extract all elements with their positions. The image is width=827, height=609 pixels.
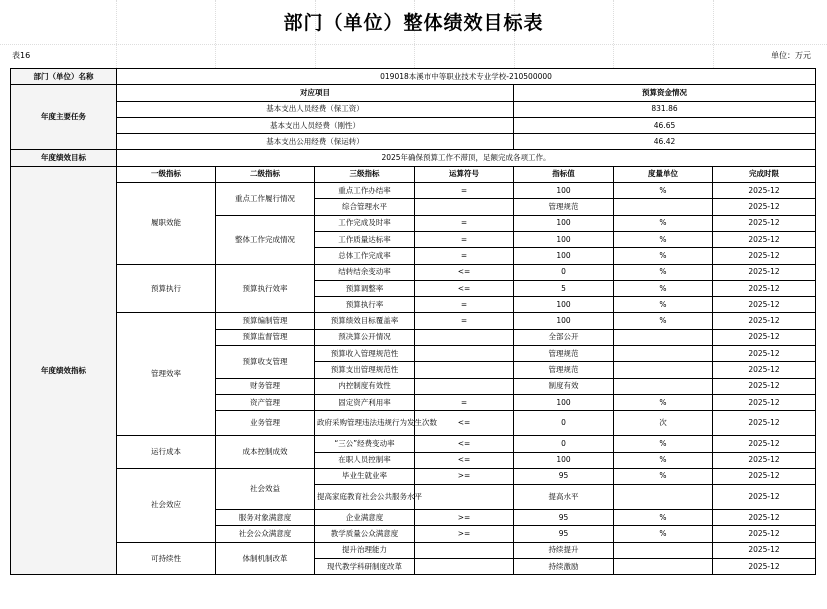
value-cell: 95 (514, 468, 614, 484)
task-item: 基本支出人员经费（保工资） (117, 101, 514, 117)
level3-indicator: 教学质量公众满意度 (315, 526, 415, 542)
level3-indicator: 结转结余变动率 (315, 264, 415, 280)
level1-indicator: 社会效应 (117, 468, 216, 542)
level3-indicator: 预算调整率 (315, 280, 415, 296)
level3-indicator: 提高家庭教育社会公共服务水平 (315, 485, 415, 510)
deadline-cell: 2025-12 (713, 452, 816, 468)
tasks-header-row (11, 85, 816, 101)
operator-cell: = (415, 215, 514, 231)
level2-indicator: 体制机制改革 (216, 542, 315, 575)
deadline-cell: 2025-12 (713, 280, 816, 296)
tasks-label: 年度主要任务 (11, 85, 117, 150)
task-fund: 46.42 (514, 134, 816, 150)
indicator-row (11, 264, 816, 280)
level3-indicator: “三公”经费变动率 (315, 436, 415, 452)
value-cell: 100 (514, 394, 614, 410)
operator-cell: <= (415, 411, 514, 436)
level3-indicator: 预决算公开情况 (315, 329, 415, 345)
unit-cell: % (614, 248, 713, 264)
unit-cell: % (614, 313, 713, 329)
operator-cell (415, 362, 514, 378)
task-row (11, 101, 816, 117)
unit-cell: 次 (614, 411, 713, 436)
unit-label: 单位：万元 (771, 51, 811, 60)
dept-row (11, 69, 816, 85)
unit-cell: % (614, 264, 713, 280)
operator-cell (415, 559, 514, 575)
table-number: 表16 (12, 51, 31, 60)
deadline-cell: 2025-12 (713, 485, 816, 510)
operator-cell: <= (415, 452, 514, 468)
deadline-cell: 2025-12 (713, 362, 816, 378)
deadline-cell: 2025-12 (713, 248, 816, 264)
col-level3: 三级指标 (315, 166, 415, 182)
value-cell: 提高水平 (514, 485, 614, 510)
indicator-row (11, 542, 816, 558)
deadline-cell: 2025-12 (713, 468, 816, 484)
annual-goal-label: 年度绩效目标 (11, 150, 117, 166)
level2-indicator: 预算编制管理 (216, 313, 315, 329)
unit-cell: % (614, 394, 713, 410)
value-cell: 100 (514, 452, 614, 468)
operator-cell (415, 542, 514, 558)
unit-cell: % (614, 215, 713, 231)
value-cell: 管理规范 (514, 362, 614, 378)
level2-indicator: 预算执行效率 (216, 264, 315, 313)
operator-cell: = (415, 394, 514, 410)
deadline-cell: 2025-12 (713, 346, 816, 362)
value-cell: 管理规范 (514, 346, 614, 362)
level1-indicator: 可持续性 (117, 542, 216, 575)
level3-indicator: 政府采购管理违法违规行为发生次数 (315, 411, 415, 436)
value-cell: 持续激励 (514, 559, 614, 575)
value-cell: 0 (514, 436, 614, 452)
level3-indicator: 总体工作完成率 (315, 248, 415, 264)
unit-cell (614, 485, 713, 510)
unit-cell: % (614, 231, 713, 247)
indicator-row (11, 313, 816, 329)
level2-indicator: 成本控制成效 (216, 436, 315, 469)
value-cell: 100 (514, 313, 614, 329)
level3-indicator: 内控制度有效性 (315, 378, 415, 394)
unit-cell: % (614, 526, 713, 542)
unit-cell (614, 346, 713, 362)
level3-indicator: 固定资产利用率 (315, 394, 415, 410)
dept-value: 019018本溪市中等职业技术专业学校-210500000 (117, 69, 816, 85)
value-cell: 100 (514, 297, 614, 313)
operator-cell: >= (415, 468, 514, 484)
operator-cell: = (415, 313, 514, 329)
indicator-header-row (11, 166, 816, 182)
unit-cell: % (614, 436, 713, 452)
level2-indicator: 预算收支管理 (216, 346, 315, 379)
unit-cell (614, 542, 713, 558)
value-cell: 0 (514, 264, 614, 280)
deadline-cell: 2025-12 (713, 329, 816, 345)
col-deadline: 完成时限 (713, 166, 816, 182)
col-level1: 一级指标 (117, 166, 216, 182)
dept-label: 部门（单位）名称 (11, 69, 117, 85)
unit-cell: % (614, 510, 713, 526)
level2-indicator: 整体工作完成情况 (216, 215, 315, 264)
level3-indicator: 预算绩效目标覆盖率 (315, 313, 415, 329)
level2-indicator: 重点工作履行情况 (216, 183, 315, 216)
deadline-cell: 2025-12 (713, 510, 816, 526)
level3-indicator: 企业满意度 (315, 510, 415, 526)
level1-indicator: 运行成本 (117, 436, 216, 469)
unit-cell (614, 329, 713, 345)
operator-cell (415, 329, 514, 345)
value-cell: 管理规范 (514, 199, 614, 215)
unit-cell (614, 559, 713, 575)
deadline-cell: 2025-12 (713, 436, 816, 452)
indicator-row (11, 183, 816, 199)
level3-indicator: 提升治理能力 (315, 542, 415, 558)
indicator-row (11, 436, 816, 452)
operator-cell: = (415, 248, 514, 264)
annual-goal-value: 2025年确保预算工作不滞顶，足额完成各项工作。 (117, 150, 816, 166)
level1-indicator: 管理效率 (117, 313, 216, 436)
deadline-cell: 2025-12 (713, 526, 816, 542)
level3-indicator: 现代教学科研制度改革 (315, 559, 415, 575)
page-title: 部门（单位）整体绩效目标表 (283, 12, 544, 34)
level3-indicator: 预算支出管理规范性 (315, 362, 415, 378)
task-fund: 831.86 (514, 101, 816, 117)
level2-indicator: 资产管理 (216, 394, 315, 410)
level2-indicator: 财务管理 (216, 378, 315, 394)
unit-cell: % (614, 297, 713, 313)
value-cell: 5 (514, 280, 614, 296)
deadline-cell: 2025-12 (713, 183, 816, 199)
task-item: 基本支出人员经费（刚性） (117, 117, 514, 133)
tasks-col-item: 对应项目 (117, 85, 514, 101)
operator-cell: = (415, 183, 514, 199)
operator-cell: <= (415, 264, 514, 280)
operator-cell (415, 485, 514, 510)
task-fund: 46.65 (514, 117, 816, 133)
operator-cell: >= (415, 510, 514, 526)
level3-indicator: 综合管理水平 (315, 199, 415, 215)
deadline-cell: 2025-12 (713, 264, 816, 280)
deadline-cell: 2025-12 (713, 313, 816, 329)
col-value: 指标值 (514, 166, 614, 182)
tasks-col-fund: 预算资金情况 (514, 85, 816, 101)
level3-indicator: 预算执行率 (315, 297, 415, 313)
level2-indicator: 预算监督管理 (216, 329, 315, 345)
value-cell: 95 (514, 510, 614, 526)
deadline-cell: 2025-12 (713, 199, 816, 215)
operator-cell (415, 346, 514, 362)
value-cell: 100 (514, 248, 614, 264)
level1-indicator: 履职效能 (117, 183, 216, 264)
deadline-cell: 2025-12 (713, 231, 816, 247)
operator-cell (415, 378, 514, 394)
level3-indicator: 毕业生就业率 (315, 468, 415, 484)
deadline-cell: 2025-12 (713, 378, 816, 394)
value-cell: 全部公开 (514, 329, 614, 345)
level3-indicator: 预算收入管理规范性 (315, 346, 415, 362)
operator-cell: = (415, 297, 514, 313)
value-cell: 95 (514, 526, 614, 542)
value-cell: 100 (514, 183, 614, 199)
operator-cell: <= (415, 280, 514, 296)
level2-indicator: 社会公众满意度 (216, 526, 315, 542)
unit-cell (614, 378, 713, 394)
indicator-row (11, 468, 816, 484)
level2-indicator: 社会效益 (216, 468, 315, 509)
value-cell: 100 (514, 231, 614, 247)
level2-indicator: 业务管理 (216, 411, 315, 436)
task-item: 基本支出公用经费（保运转） (117, 134, 514, 150)
col-level2: 二级指标 (216, 166, 315, 182)
unit-cell (614, 199, 713, 215)
performance-table (10, 68, 816, 575)
deadline-cell: 2025-12 (713, 542, 816, 558)
value-cell: 制度有效 (514, 378, 614, 394)
value-cell: 100 (514, 215, 614, 231)
deadline-cell: 2025-12 (713, 297, 816, 313)
level3-indicator: 工作完成及时率 (315, 215, 415, 231)
unit-cell: % (614, 280, 713, 296)
level3-indicator: 在职人员控制率 (315, 452, 415, 468)
task-row (11, 134, 816, 150)
operator-cell: <= (415, 436, 514, 452)
operator-cell (415, 199, 514, 215)
col-operator: 运算符号 (415, 166, 514, 182)
level2-indicator: 服务对象满意度 (216, 510, 315, 526)
deadline-cell: 2025-12 (713, 394, 816, 410)
operator-cell: >= (415, 526, 514, 542)
col-unit: 度量单位 (614, 166, 713, 182)
deadline-cell: 2025-12 (713, 411, 816, 436)
deadline-cell: 2025-12 (713, 215, 816, 231)
indicators-label: 年度绩效指标 (11, 166, 117, 575)
operator-cell: = (415, 231, 514, 247)
value-cell: 持续提升 (514, 542, 614, 558)
level3-indicator: 工作质量达标率 (315, 231, 415, 247)
annual-goal-row (11, 150, 816, 166)
unit-cell: % (614, 468, 713, 484)
level1-indicator: 预算执行 (117, 264, 216, 313)
unit-cell: % (614, 452, 713, 468)
level3-indicator: 重点工作办结率 (315, 183, 415, 199)
value-cell: 0 (514, 411, 614, 436)
unit-cell (614, 362, 713, 378)
deadline-cell: 2025-12 (713, 559, 816, 575)
unit-cell: % (614, 183, 713, 199)
task-row (11, 117, 816, 133)
